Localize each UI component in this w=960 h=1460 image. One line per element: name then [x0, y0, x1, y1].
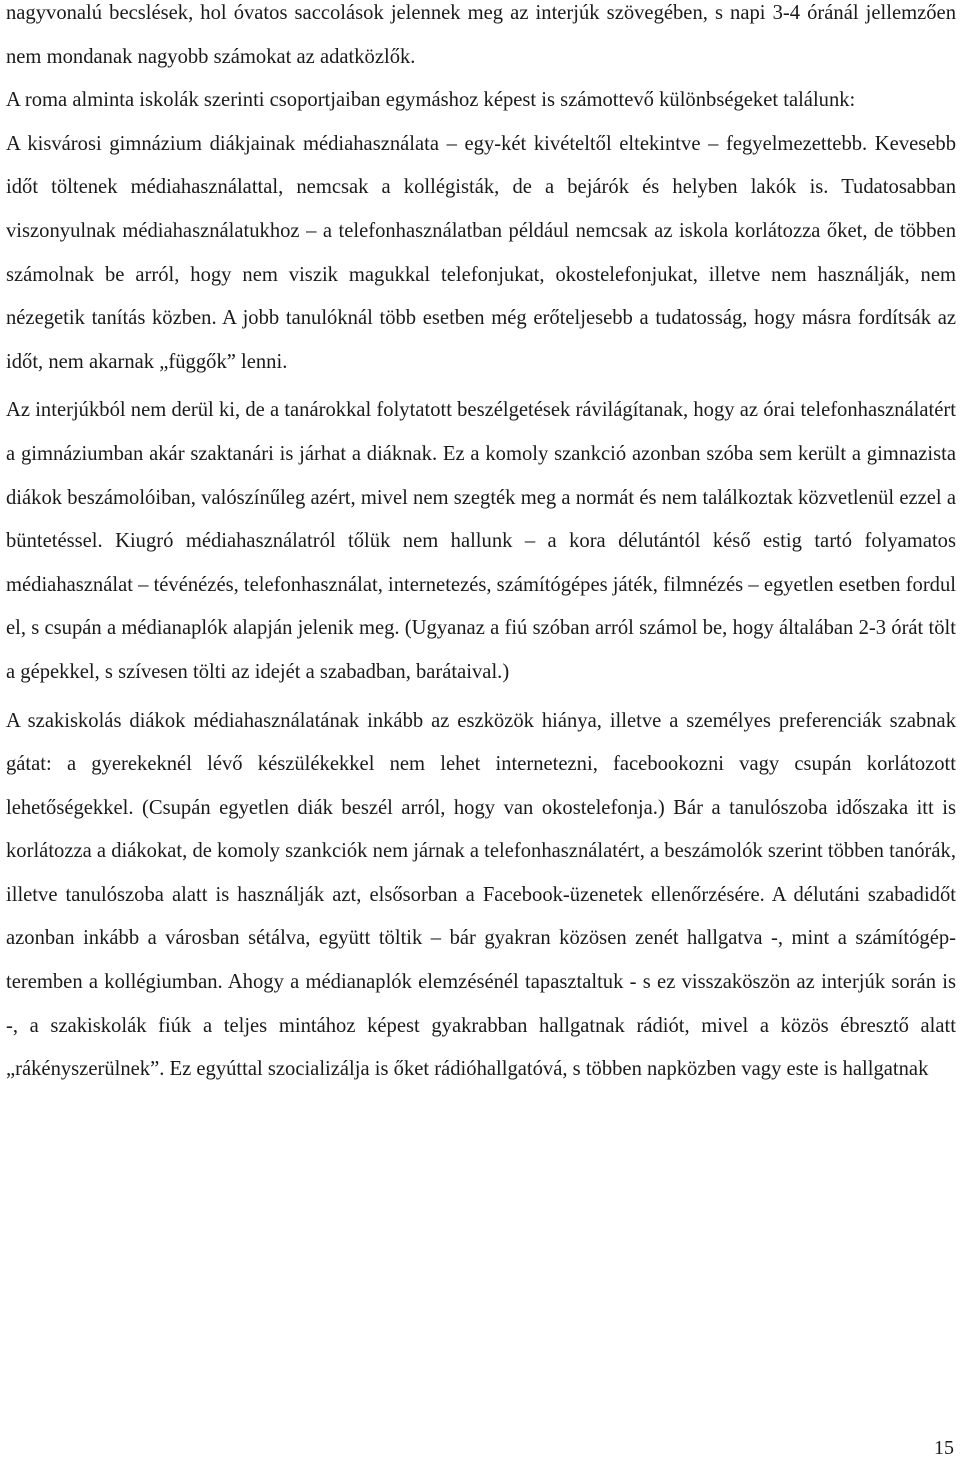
page-number: 15 — [934, 1437, 954, 1459]
paragraph-continuation: nagyvonalú becslések, hol óvatos saccolások jelennek meg az interjúk szövegében, s napi 3-4 óránál jellemzően nem mondanak nagyobb számokat az adatközlők. — [6, 2, 956, 68]
paragraph-interviews: Az interjúkból nem derül ki, de a tanárokkal folytatott beszélgetések rávilágítanak, hogy az órai telefonhasználatért a gimnáziumban akár szaktanári is járhat a diáknak. Ez a komoly szankció azonban szóba sem került a gimnazista diákok beszámolóiban, valószínűleg azért, mivel nem szegték meg a normát és nem találkoztak közvetlenül ezzel a büntetéssel. Kiugró médiahasználatról tőlük nem hallunk – a kora délutántól késő estig tartó folyamatos médiahasználat – tévénézés, telefonhasználat, internetezés, számítógépes játék, filmnézés – egyetlen esetben fordul el, s csupán a médianaplók alapján jelenik meg. (Ugyanaz a fiú szóban arról számol be, hogy általában 2-3 órát tölt a gépekkel, s szívesen tölti az idejét a szabadban, barátaival.) — [6, 399, 956, 683]
paragraph-roma-subsample: A roma alminta iskolák szerinti csoportjaiban egymáshoz képest is számottevő különbségeket találunk: — [6, 89, 856, 112]
paragraph-gymnasium: A kisvárosi gimnázium diákjainak médiahasználata – egy-két kivételtől eltekintve – fegyelmezettebb. Kevesebb időt töltenek médiahasználattal, nemcsak a kollégisták, de a bejárók és helyben lakók is. Tudatosabban viszonyulnak médiahasználatukhoz – a telefonhasználatban például nemcsak az iskola korlátozza őket, de többen számolnak be arról, hogy nem viszik magukkal telefonjukat, okostelefonjukat, illetve nem használják, nem nézegetik tanítás közben. A jobb tanulóknál több esetben még erőteljesebb a tudatosság, hogy másra fordítsák az időt, nem akarnak „függők” lenni. — [6, 132, 956, 373]
document-body — [6, 0, 956, 1092]
paragraph-vocational-school: A szakiskolás diákok médiahasználatának inkább az eszközök hiánya, illetve a személyes preferenciák szabnak gátat: a gyerekeknél lévő készülékekkel nem lehet internetezni, facebookozni vagy csupán korlátozott lehetőségekkel. (Csupán egyetlen diák beszél arról, hogy van okostelefonja.) Bár a tanulószoba időszaka itt is korlátozza a diákokat, de komoly szankciók nem járnak a telefonhasználatért, a beszámolók szerint többen tanórák, illetve tanulószoba alatt is használják azt, elsősorban a Facebook-üzenetek ellenőrzésére. A délutáni szabadidőt azonban inkább a városban sétálva, együtt töltik – bár gyakran közösen zenét hallgatva -, mint a számítógép-teremben a kollégiumban. Ahogy a médianaplók elemzésénél tapasztaltuk - s ez visszaköszön az interjúk során is -, a szakiskolák fiúk a teljes mintához képest gyakrabban hallgatnak rádiót, mivel a közös ébresztő alatt „rákényszerülnek”. Ez egyúttal szocializálja is őket rádióhallgatóvá, s többen napközben vagy este is hallgatnak — [6, 709, 956, 1081]
